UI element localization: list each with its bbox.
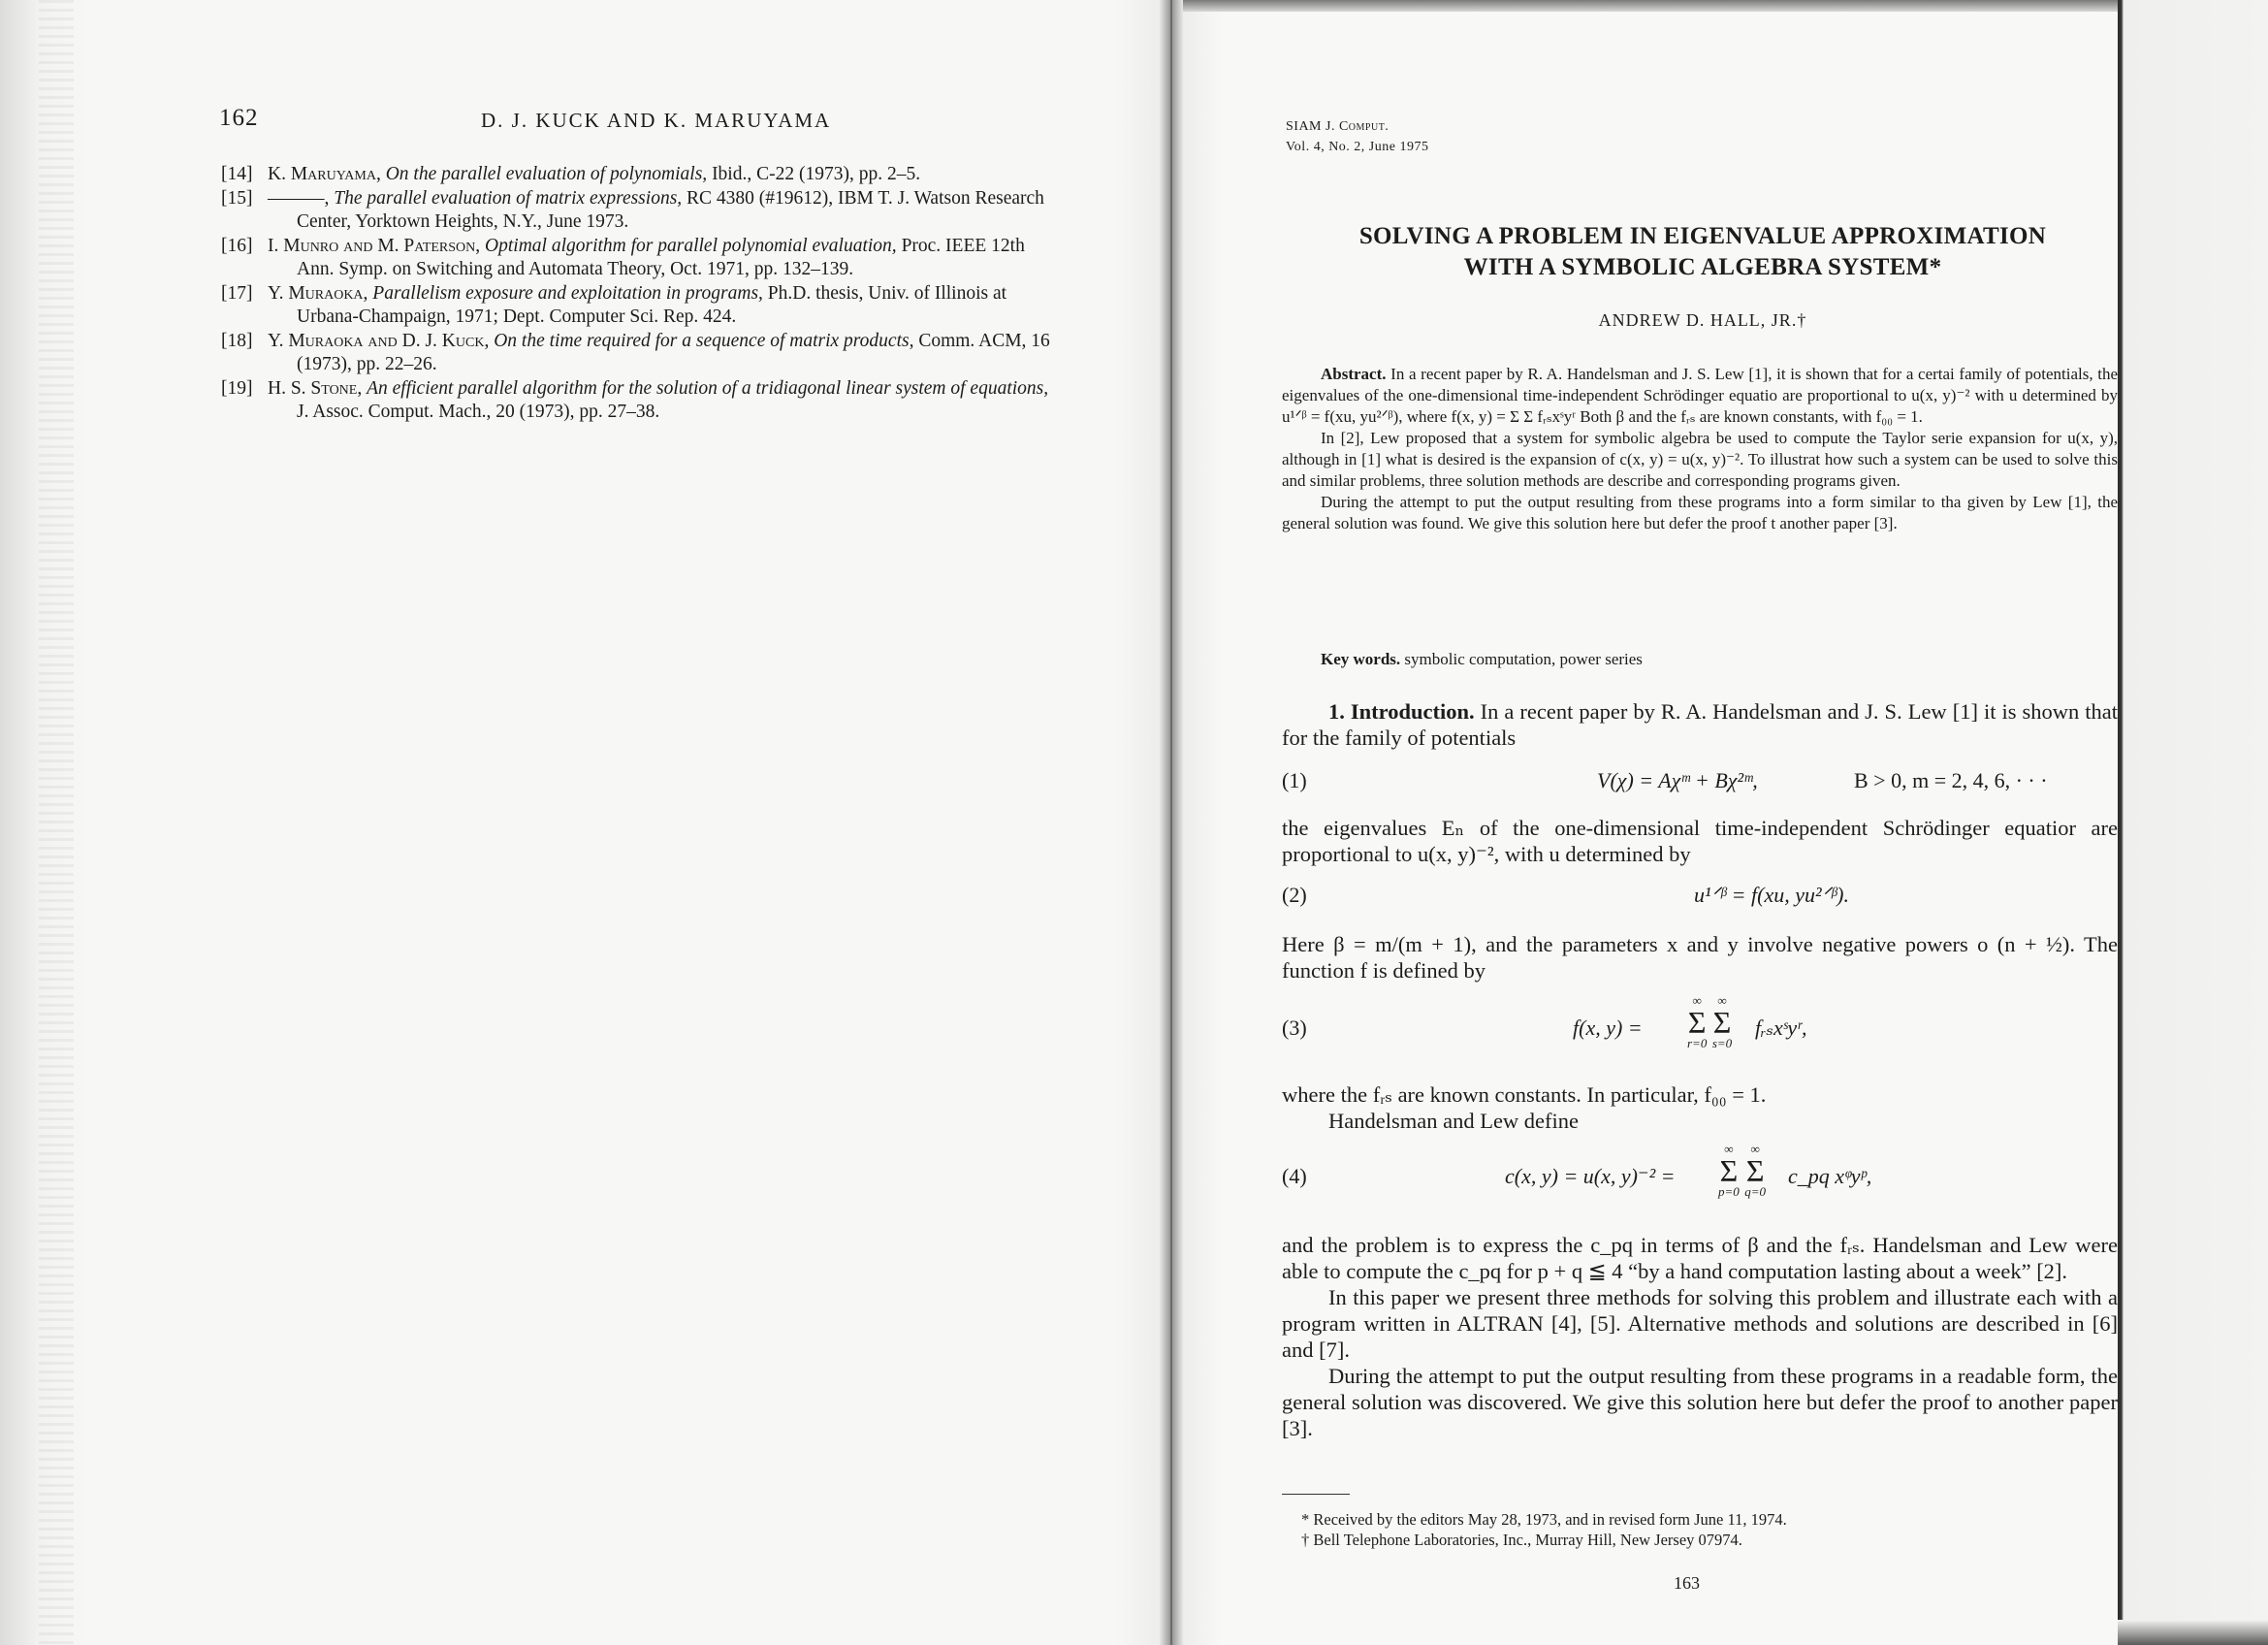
left-page-number: 162 [219, 105, 259, 131]
equation-3: (3) f(x, y) = ∞ Σ r=0 ∞ Σ s=0 fᵣₛxˢyʳ, [1282, 993, 1807, 1050]
intro-paragraph-2: the eigenvalues Eₙ of the one-dimensional time-independent Schrödinger equatior are proportional to u(x, y)⁻², with u determined by [1282, 816, 2118, 866]
paper-title: SOLVING A PROBLEM IN EIGENVALUE APPROXIMATION WITH A SYMBOLIC ALGEBRA SYSTEM* [1358, 223, 2047, 280]
book-gutter [1160, 0, 1183, 1645]
reference-17: [17] Y. Muraoka, Parallelism exposure and exploitation in programs, Ph.D. thesis, Univ. of Illinois at Urbana-Champaign, 1971; Dept. Computer Sci. Rep. 424. [221, 282, 1007, 327]
equation-4: (4) c(x, y) = u(x, y)⁻² = ∞ Σ p=0 ∞ Σ q=0 c_pq xᵠyᵖ, [1282, 1142, 1872, 1199]
right-page-number: 163 [1674, 1573, 1700, 1593]
intro-paragraph-1: 1. Introduction. In a recent paper by R. A. Handelsman and J. S. Lew [1] it is shown that for the family of potentials [1282, 699, 2118, 750]
left-running-head: D. J. KUCK AND K. MARUYAMA [481, 109, 832, 132]
footnote-rule [1282, 1494, 1350, 1495]
intro-paragraph-3: Here β = m/(m + 1), and the parameters x and y involve negative powers o (n + ½). The function f is defined by [1282, 932, 2118, 983]
left-page-binding-shadow [39, 0, 74, 1645]
paper-author: ANDREW D. HALL, JR.† [1598, 310, 1807, 330]
equation-2: (2) u¹ᐟᵝ = f(xu, yu²ᐟᵝ). [1282, 883, 1849, 907]
footnote-received: * Received by the editors May 28, 1973, and in revised form June 11, 1974. [1301, 1510, 1787, 1529]
equation-1: (1) V(χ) = Aχᵐ + Bχ²ᵐ, B > 0, m = 2, 4, 6, · · · [1282, 768, 2048, 792]
page-edge [2118, 0, 2268, 1645]
keywords: Key words. symbolic computation, power series [1321, 650, 1643, 668]
reference-18: [18] Y. Muraoka and D. J. Kuck, On the time required for a sequence of matrix products, Comm. ACM, 16 (1973), pp. 22–26. [221, 330, 1050, 374]
intro-paragraphs-5-7: and the problem is to express the c_pq in terms of β and the fᵣₛ. Handelsman and Lew were able to compute the c_pq for p + q ≦ 4 “by a hand computation lasting about a week” [2]. In this paper we present three methods for solving this problem and illustrate each with a program written in ALTRAN [4], [5]. Alternative methods and solutions are described in [6] and [7]. During the attempt to put the output resulting from these programs in a readable form, the general solution was discovered. We give this solution here but defer the proof to another paper [3]. [1282, 1233, 2118, 1440]
reference-list [221, 163, 1065, 425]
right-page-top-shadow [1183, 0, 2118, 12]
page-corner-shadow [2118, 1620, 2268, 1645]
footnotes [1301, 1509, 2118, 1550]
reference-19: [19] H. S. Stone, An efficient parallel algorithm for the solution of a tridiagonal linear system of equations, J. Assoc. Comput. Mach., 20 (1973), pp. 27–38. [221, 377, 1049, 422]
abstract-label: Abstract. [1321, 365, 1387, 383]
reference-15: [15] ———, The parallel evaluation of matrix expressions, RC 4380 (#19612), IBM T. J. Watson Research Center, Yorktown Heights, N.Y., June 1973. [221, 187, 1044, 232]
journal-info: SIAM J. Comput. Vol. 4, No. 2, June 1975 [1286, 119, 1429, 154]
intro-heading: 1. Introduction. [1328, 699, 1475, 724]
abstract: Abstract. In a recent paper by R. A. Handelsman and J. S. Lew [1], it is shown that for a certai family of potentials, the eigenvalues of the one-dimensional time-independent Schrödinger equatio are proportional to u(x, y)⁻² with u determined by u¹ᐟᵝ = f(xu, yu²ᐟᵝ), where f(x, y) = Σ Σ fᵣₛxˢyʳ Both β and the fᵣₛ are known constants, with f₀₀ = 1. In [2], Lew proposed that a system for symbolic algebra be used to compute the Taylor serie expansion for u(x, y), although in [1] what is desired is the expansion of c(x, y) = u(x, y)⁻². To illustrat how such a system can be used to solve this and similar problems, three solution methods are describe and corresponding programs given. During the attempt to put the output resulting from these programs into a form similar to tha given by Lew [1], the general solution was found. We give this solution here but defer the proof t another paper [3]. [1282, 365, 2119, 532]
reference-14: [14] K. Maruyama, On the parallel evaluation of polynomials, Ibid., C-22 (1973), pp. 2–5. [221, 164, 921, 184]
reference-16: [16] I. Munro and M. Paterson, Optimal algorithm for parallel polynomial evaluation, Proc. IEEE 12th Ann. Symp. on Switching and Automata Theory, Oct. 1971, pp. 132–139. [221, 235, 1025, 279]
intro-paragraph-4: where the fᵣₛ are known constants. In particular, f₀₀ = 1. Handelsman and Lew define [1282, 1082, 1767, 1133]
footnote-affiliation: † Bell Telephone Laboratories, Inc., Murray Hill, New Jersey 07974. [1301, 1531, 1742, 1549]
